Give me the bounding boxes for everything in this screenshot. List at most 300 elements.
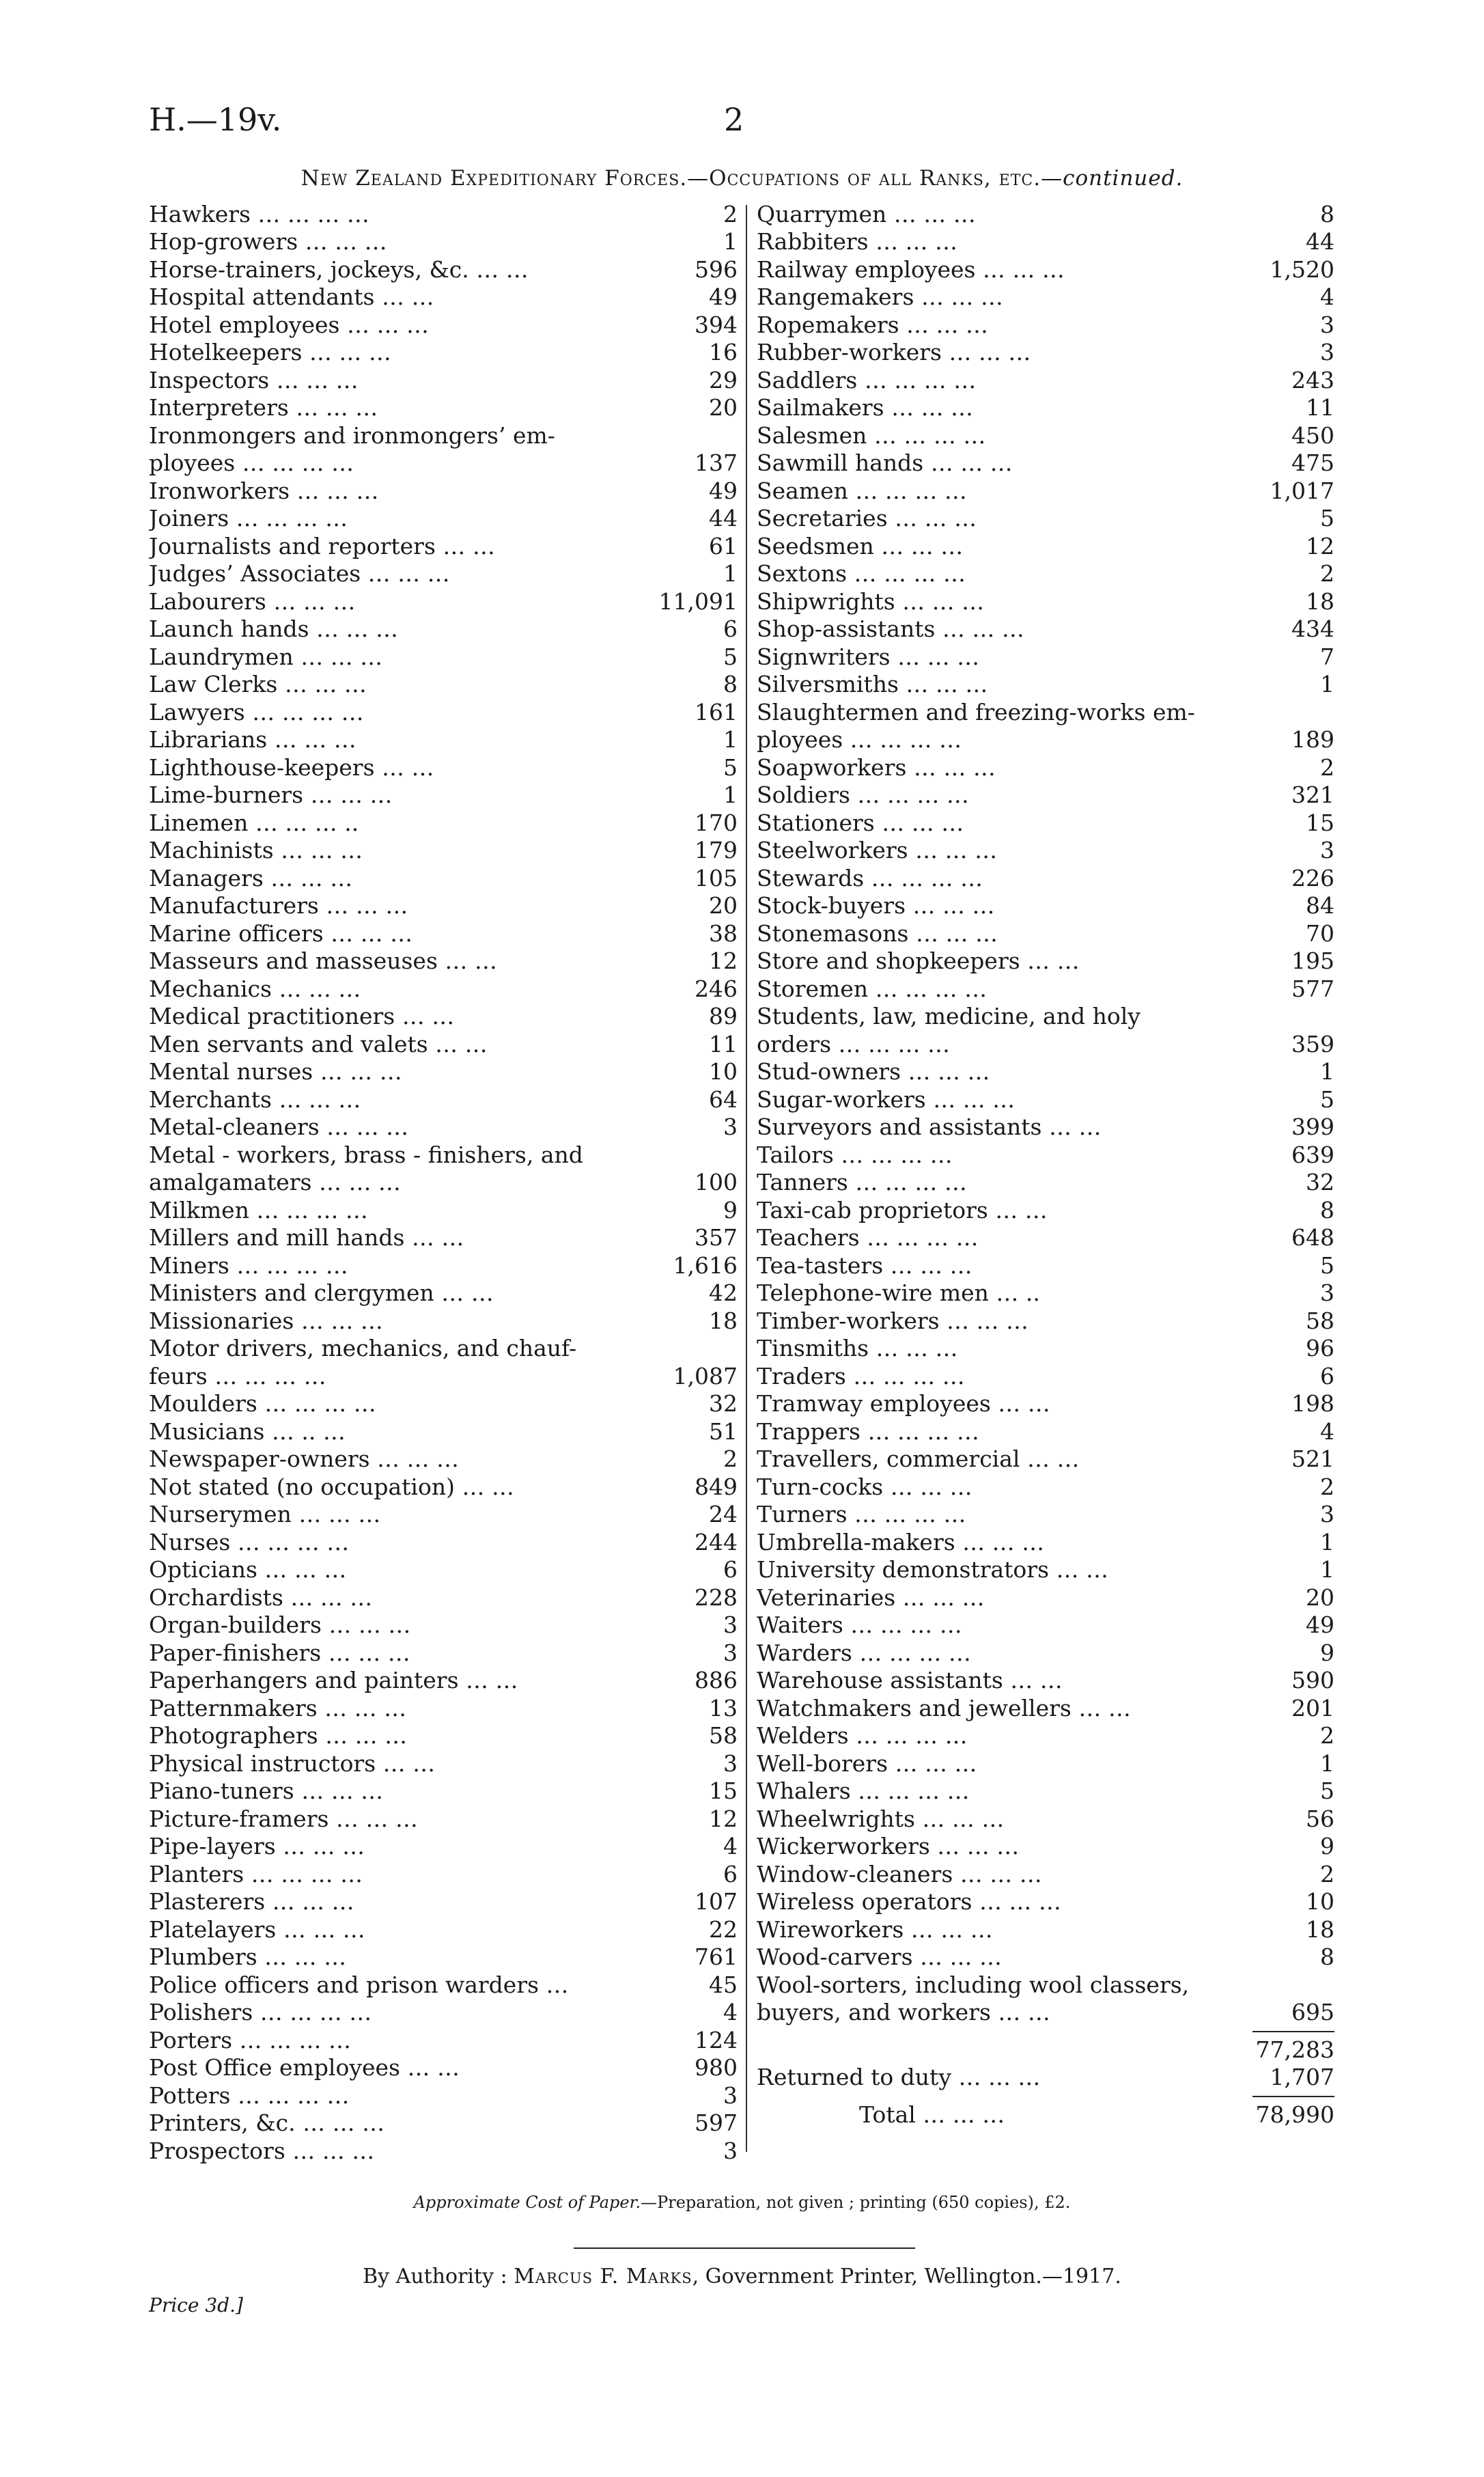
occupation-row (757, 228, 1334, 256)
occupation-count: 1,616 (673, 1251, 738, 1279)
occupation-count: 15 (709, 1777, 738, 1804)
occupation-row (757, 947, 1334, 975)
occupation-name: Interpreters … … … (149, 394, 378, 421)
occupation-count: 648 (1291, 1224, 1334, 1251)
occupation-row (149, 1583, 738, 1611)
occupation-count: 137 (695, 449, 738, 476)
occupation-row (757, 1943, 1334, 1971)
occupation-row (149, 1390, 738, 1418)
occupation-name: Waiters … … … … (757, 1611, 962, 1638)
occupation-count: 434 (1291, 615, 1334, 642)
occupation-name: Umbrella-makers … … … (757, 1528, 1045, 1555)
occupation-name: Nurses … … … … (149, 1528, 350, 1555)
page-reference: H.—19v. (149, 101, 282, 138)
occupation-count: 18 (709, 1307, 738, 1334)
occupation-count: 11 (1306, 394, 1334, 421)
occupation-row (149, 919, 738, 947)
occupation-name: ployees … … … … (757, 726, 962, 753)
occupation-count: 1 (723, 781, 738, 808)
occupation-count: 577 (1291, 975, 1334, 1002)
occupation-row (757, 532, 1334, 560)
occupation-count: 49 (1306, 1611, 1334, 1638)
returned-row (757, 2064, 1334, 2092)
occupation-count: 6 (1320, 1362, 1334, 1389)
occupation-count: 2 (1320, 1860, 1334, 1887)
total-label: Total … … … (859, 2101, 1005, 2128)
occupation-row (149, 837, 738, 865)
occupation-name: Law Clerks … … … (149, 671, 367, 697)
occupation-row (149, 1971, 738, 1999)
occupation-row (757, 255, 1334, 283)
occupation-name: Stock-buyers … … … (757, 892, 995, 919)
occupation-row (757, 1971, 1334, 1999)
occupation-row (149, 1777, 738, 1805)
occupation-count: 886 (695, 1667, 738, 1693)
occupation-row (149, 1251, 738, 1279)
occupation-row (757, 698, 1334, 726)
occupation-row (149, 449, 738, 478)
occupation-name: Seamen … … … … (757, 477, 967, 504)
occupation-name: Railway employees … … … (757, 255, 1065, 283)
occupation-row (757, 1915, 1334, 1943)
occupation-row (757, 643, 1334, 671)
occupation-name: Warders … … … … (757, 1639, 971, 1666)
occupation-row (757, 919, 1334, 947)
occupation-row (757, 1556, 1334, 1584)
occupation-name: Signwriters … … … (757, 643, 980, 670)
occupation-row (149, 2081, 738, 2109)
occupation-row (149, 671, 738, 699)
occupation-row (149, 200, 738, 228)
occupation-count: 1 (723, 726, 738, 753)
left-column (149, 200, 738, 2165)
occupation-name: University demonstrators … … (757, 1556, 1108, 1583)
occupation-count: 359 (1291, 1030, 1334, 1057)
occupation-count: 3 (723, 1611, 738, 1638)
occupation-name: Mechanics … … … (149, 975, 361, 1002)
occupation-name: Potters … … … … (149, 2081, 350, 2109)
occupation-row (149, 1196, 738, 1224)
occupation-row (149, 1169, 738, 1197)
authority-prefix: By Authority : (363, 2265, 514, 2288)
occupation-count: 5 (723, 753, 738, 781)
occupation-name: Miners … … … … (149, 1251, 348, 1279)
occupation-count: 18 (1306, 587, 1334, 615)
occupation-count: 8 (1320, 1196, 1334, 1223)
occupation-name: Ropemakers … … … (757, 311, 989, 338)
occupation-name: Shop-assistants … … … (757, 615, 1024, 642)
occupation-row (757, 615, 1334, 644)
occupation-row (149, 975, 738, 1003)
page-number: 2 (724, 101, 744, 138)
occupation-count: 246 (695, 975, 738, 1002)
occupation-count: 89 (709, 1003, 738, 1029)
occupation-count: 1 (723, 560, 738, 587)
occupation-count: 32 (709, 1390, 738, 1417)
occupation-name: Managers … … … (149, 864, 353, 891)
occupation-row (757, 1888, 1334, 1916)
occupation-name: Storemen … … … … (757, 975, 988, 1002)
occupation-row (149, 339, 738, 367)
occupation-name: Moulders … … … … (149, 1390, 376, 1417)
occupation-count: 100 (695, 1169, 738, 1195)
occupation-name: Secretaries … … … (757, 505, 977, 531)
occupation-row (757, 1307, 1334, 1335)
occupation-count: 44 (709, 505, 738, 531)
occupation-name: Machinists … … … (149, 837, 363, 863)
occupation-count: 107 (695, 1888, 738, 1915)
occupation-name: Mental nurses … … … (149, 1058, 402, 1085)
occupation-row (757, 1749, 1334, 1777)
occupation-name: Seedsmen … … … (757, 532, 964, 559)
occupation-count: 161 (695, 698, 738, 725)
occupation-row (757, 1390, 1334, 1418)
occupation-row (149, 1473, 738, 1501)
occupation-count: 11,091 (658, 587, 738, 615)
occupation-name: Inspectors … … … (149, 366, 359, 393)
occupation-count: 1,017 (1270, 477, 1334, 504)
occupation-name: orders … … … … (757, 1030, 950, 1057)
occupation-count: 11 (709, 1030, 738, 1057)
occupation-name: Joiners … … … … (149, 505, 348, 531)
column-divider (746, 205, 747, 2152)
occupation-row (757, 366, 1334, 394)
occupation-row (757, 339, 1334, 367)
occupation-row (149, 394, 738, 422)
occupation-name: Lawyers … … … … (149, 698, 364, 725)
occupation-count: 475 (1291, 449, 1334, 476)
occupation-name: Sextons … … … … (757, 560, 966, 587)
occupation-name: Police officers and prison warders … (149, 1971, 569, 1998)
occupation-count: 13 (709, 1694, 738, 1721)
occupation-row (757, 587, 1334, 615)
occupation-count: 980 (695, 2054, 738, 2081)
occupation-name: Stewards … … … … (757, 864, 983, 891)
occupation-name: Plasterers … … … (149, 1888, 354, 1915)
occupation-name: Pipe-layers … … … (149, 1833, 365, 1859)
occupation-count: 201 (1291, 1694, 1334, 1721)
occupation-row (757, 1251, 1334, 1279)
occupation-count: 195 (1291, 947, 1334, 974)
authority-suffix: , Government Printer, Wellington.—1917. (692, 2265, 1121, 2288)
occupation-count: 321 (1291, 781, 1334, 808)
occupation-row (757, 1860, 1334, 1888)
occupation-name: Turn-cocks … … … (757, 1473, 972, 1500)
occupation-row (757, 421, 1334, 449)
occupation-name: Trappers … … … … (757, 1417, 979, 1445)
occupation-name: ployees … … … … (149, 449, 354, 476)
occupation-count: 8 (723, 671, 738, 697)
occupation-row (757, 1279, 1334, 1307)
occupation-row (149, 1943, 738, 1971)
occupation-count: 8 (1320, 1943, 1334, 1970)
occupation-count: 4 (723, 1999, 738, 2025)
occupation-row (149, 1722, 738, 1750)
occupation-row (149, 1667, 738, 1695)
occupation-name: Patternmakers … … … (149, 1694, 407, 1721)
occupation-count: 12 (709, 1805, 738, 1832)
occupation-row (757, 809, 1334, 837)
occupation-row (757, 1501, 1334, 1529)
occupation-count: 10 (1306, 1888, 1334, 1915)
price: Price 3d.] (149, 2294, 243, 2316)
occupation-name: Slaughtermen and freezing-works em- (757, 698, 1195, 725)
occupation-name: Welders … … … … (757, 1722, 968, 1749)
occupation-row (149, 2026, 738, 2054)
occupation-name: Platelayers … … … (149, 1915, 365, 1943)
occupation-name: Silversmiths … … … (757, 671, 988, 697)
occupation-name: Piano-tuners … … … (149, 1777, 384, 1804)
total-rule (757, 2091, 1334, 2101)
right-column (757, 200, 1334, 2129)
occupation-count: 2 (1320, 1473, 1334, 1500)
occupation-row (149, 1003, 738, 1031)
occupation-row (149, 1860, 738, 1888)
occupation-row (757, 837, 1334, 865)
occupation-count: 3 (723, 1639, 738, 1666)
occupation-name: buyers, and workers … … (757, 1999, 1050, 2025)
returned-value: 1,707 (1270, 2064, 1334, 2090)
occupation-name: Paperhangers and painters … … (149, 1667, 518, 1693)
occupation-count: 51 (709, 1417, 738, 1445)
occupation-count: 61 (709, 532, 738, 559)
occupation-row (149, 255, 738, 283)
occupation-row (757, 1583, 1334, 1611)
occupation-row (757, 1473, 1334, 1501)
occupation-name: Nurserymen … … … (149, 1501, 381, 1527)
occupation-count: 596 (695, 255, 738, 283)
occupation-count: 42 (709, 1279, 738, 1306)
occupation-row (149, 1141, 738, 1169)
occupation-count: 6 (723, 1860, 738, 1887)
occupation-name: Missionaries … … … (149, 1307, 383, 1334)
occupation-row (149, 366, 738, 394)
occupation-name: Motor drivers, mechanics, and chauf- (149, 1335, 577, 1361)
occupation-row (149, 1805, 738, 1833)
occupation-count: 6 (723, 615, 738, 642)
occupation-count: 1 (1320, 1058, 1334, 1085)
occupation-row (757, 1833, 1334, 1861)
occupation-count: 6 (723, 1556, 738, 1583)
occupation-count: 2 (1320, 1722, 1334, 1749)
occupation-count: 8 (1320, 200, 1334, 227)
occupation-name: Horse-trainers, jockeys, &c. … … (149, 255, 529, 283)
occupation-name: Salesmen … … … … (757, 421, 986, 449)
occupation-name: Watchmakers and jewellers … … (757, 1694, 1131, 1721)
occupation-row (149, 1915, 738, 1943)
occupation-name: Merchants … … … (149, 1085, 361, 1113)
occupation-count: 44 (1306, 228, 1334, 255)
occupation-row (149, 947, 738, 975)
occupation-name: Ironmongers and ironmongers’ em- (149, 421, 555, 449)
occupation-row (149, 781, 738, 809)
occupation-name: Well-borers … … … (757, 1749, 977, 1777)
occupation-count: 3 (1320, 311, 1334, 338)
occupation-name: Metal-cleaners … … … (149, 1113, 409, 1140)
occupation-row (149, 1694, 738, 1722)
occupation-row (149, 1362, 738, 1390)
occupation-count: 4 (723, 1833, 738, 1859)
occupation-name: Paper-finishers … … … (149, 1639, 410, 1666)
occupation-name: Prospectors … … … (149, 2137, 375, 2164)
occupation-count: 3 (723, 2081, 738, 2109)
occupation-row (757, 1805, 1334, 1833)
occupation-count: 1 (723, 228, 738, 255)
occupation-count: 450 (1291, 421, 1334, 449)
occupation-count: 4 (1320, 283, 1334, 310)
occupation-row (149, 1445, 738, 1473)
occupation-count: 1,520 (1270, 255, 1334, 283)
occupation-row (757, 200, 1334, 228)
occupation-row (149, 1501, 738, 1529)
subtotal-row (757, 2036, 1334, 2064)
occupation-name: Planters … … … … (149, 1860, 363, 1887)
occupation-count: 170 (695, 809, 738, 836)
table-title (0, 166, 1484, 191)
occupation-count: 521 (1291, 1445, 1334, 1472)
occupation-count: 105 (695, 864, 738, 891)
occupation-count: 96 (1306, 1335, 1334, 1361)
occupation-row (757, 892, 1334, 920)
occupation-row (149, 505, 738, 533)
occupation-row (149, 615, 738, 644)
occupation-row (149, 1888, 738, 1916)
occupation-count: 597 (695, 2109, 738, 2136)
occupation-count: 2 (723, 1445, 738, 1472)
table-title-main: New Zealand Expeditionary Forces.—Occupations of all Ranks, etc.— (300, 166, 1063, 191)
occupation-row (149, 753, 738, 781)
occupation-row (149, 1417, 738, 1445)
occupation-name: Wood-carvers … … … (757, 1943, 1002, 1970)
occupation-row (757, 1030, 1334, 1058)
occupation-name: Tramway employees … … (757, 1390, 1050, 1417)
occupation-row (757, 726, 1334, 754)
occupation-name: Window-cleaners … … … (757, 1860, 1042, 1887)
occupation-name: Tinsmiths … … … (757, 1335, 958, 1361)
subtotal-value: 77,283 (1255, 2036, 1334, 2063)
occupation-name: Turners … … … … (757, 1501, 966, 1527)
occupation-name: Milkmen … … … … (149, 1196, 368, 1223)
occupation-name: Veterinaries … … … (757, 1583, 985, 1611)
occupation-count: 15 (1306, 809, 1334, 836)
occupation-name: Students, law, medicine, and holy (757, 1003, 1140, 1029)
occupation-name: Millers and mill hands … … (149, 1224, 464, 1251)
occupation-row (149, 1030, 738, 1058)
occupation-name: Telephone-wire men … .. (757, 1279, 1040, 1306)
occupation-name: Tanners … … … … (757, 1169, 967, 1195)
occupation-count: 3 (1320, 1279, 1334, 1306)
occupation-row (149, 2137, 738, 2165)
occupation-row (149, 532, 738, 560)
occupation-count: 12 (709, 947, 738, 974)
occupation-row (149, 1639, 738, 1667)
occupation-count: 49 (709, 477, 738, 504)
cost-note (0, 2193, 1484, 2212)
occupation-row (149, 1058, 738, 1086)
occupation-count: 399 (1291, 1113, 1334, 1140)
occupation-row (757, 477, 1334, 505)
occupation-name: Tea-tasters … … … (757, 1251, 972, 1279)
occupation-name: Timber-workers … … … (757, 1307, 1029, 1334)
occupation-name: Hotelkeepers … … … (149, 339, 391, 365)
occupation-row (149, 726, 738, 754)
occupation-name: Masseurs and masseuses … … (149, 947, 497, 974)
occupation-count: 695 (1291, 1999, 1334, 2025)
occupation-count: 5 (1320, 1251, 1334, 1279)
occupation-name: Opticians … … … (149, 1556, 347, 1583)
occupation-name: Orchardists … … … (149, 1583, 373, 1611)
cost-label: Approximate Cost of Paper. (413, 2193, 641, 2212)
occupation-name: Wireworkers … … … (757, 1915, 993, 1943)
occupation-name: Hawkers … … … … (149, 200, 369, 227)
occupation-row (757, 1141, 1334, 1169)
occupation-count: 58 (1306, 1307, 1334, 1334)
occupation-row (149, 864, 738, 892)
occupation-name: Wool-sorters, including wool classers, (757, 1971, 1190, 1998)
occupation-count: 179 (695, 837, 738, 863)
occupation-name: Rabbiters … … … (757, 228, 958, 255)
occupation-row (149, 560, 738, 588)
occupation-name: Sugar-workers … … … (757, 1085, 1016, 1113)
occupation-name: Stud-owners … … … (757, 1058, 990, 1085)
occupation-name: Taxi-cab proprietors … … (757, 1196, 1048, 1223)
occupation-count: 243 (1291, 366, 1334, 393)
occupation-row (149, 643, 738, 671)
occupation-count: 4 (1320, 1417, 1334, 1445)
occupation-count: 1 (1320, 671, 1334, 697)
occupation-name: Metal - workers, brass - finishers, and (149, 1141, 583, 1168)
occupation-name: Launch hands … … … (149, 615, 399, 642)
occupation-count: 38 (709, 919, 738, 947)
occupation-count: 198 (1291, 1390, 1334, 1417)
occupation-row (149, 228, 738, 256)
occupation-count: 1,087 (673, 1362, 738, 1389)
occupation-name: Sailmakers … … … (757, 394, 974, 421)
occupation-row (149, 1749, 738, 1777)
occupation-row (757, 1667, 1334, 1695)
occupation-count: 2 (1320, 560, 1334, 587)
occupation-count: 20 (709, 394, 738, 421)
occupation-count: 22 (709, 1915, 738, 1943)
occupation-count: 20 (1306, 1583, 1334, 1611)
occupation-row (757, 1694, 1334, 1722)
occupation-count: 64 (709, 1085, 738, 1113)
occupation-row (757, 1722, 1334, 1750)
occupation-count: 9 (1320, 1639, 1334, 1666)
occupation-row (757, 1196, 1334, 1224)
occupation-count: 1 (1320, 1528, 1334, 1555)
occupation-count: 228 (695, 1583, 738, 1611)
occupation-row (149, 809, 738, 837)
occupation-count: 5 (1320, 1085, 1334, 1113)
occupation-count: 3 (1320, 339, 1334, 365)
occupation-name: Hop-growers … … … (149, 228, 387, 255)
occupation-count: 84 (1306, 892, 1334, 919)
occupation-name: Hospital attendants … … (149, 283, 434, 310)
occupation-count: 9 (723, 1196, 738, 1223)
occupation-name: Teachers … … … … (757, 1224, 979, 1251)
occupation-row (149, 1224, 738, 1252)
returned-label: Returned to duty … … … (757, 2064, 1041, 2090)
occupation-name: Medical practitioners … … (149, 1003, 455, 1029)
occupation-row (757, 1058, 1334, 1086)
occupation-count: 1 (1320, 1556, 1334, 1583)
occupation-row (757, 1639, 1334, 1667)
occupation-count: 226 (1291, 864, 1334, 891)
occupation-row (757, 394, 1334, 422)
occupation-row (149, 421, 738, 449)
occupation-count: 590 (1291, 1667, 1334, 1693)
